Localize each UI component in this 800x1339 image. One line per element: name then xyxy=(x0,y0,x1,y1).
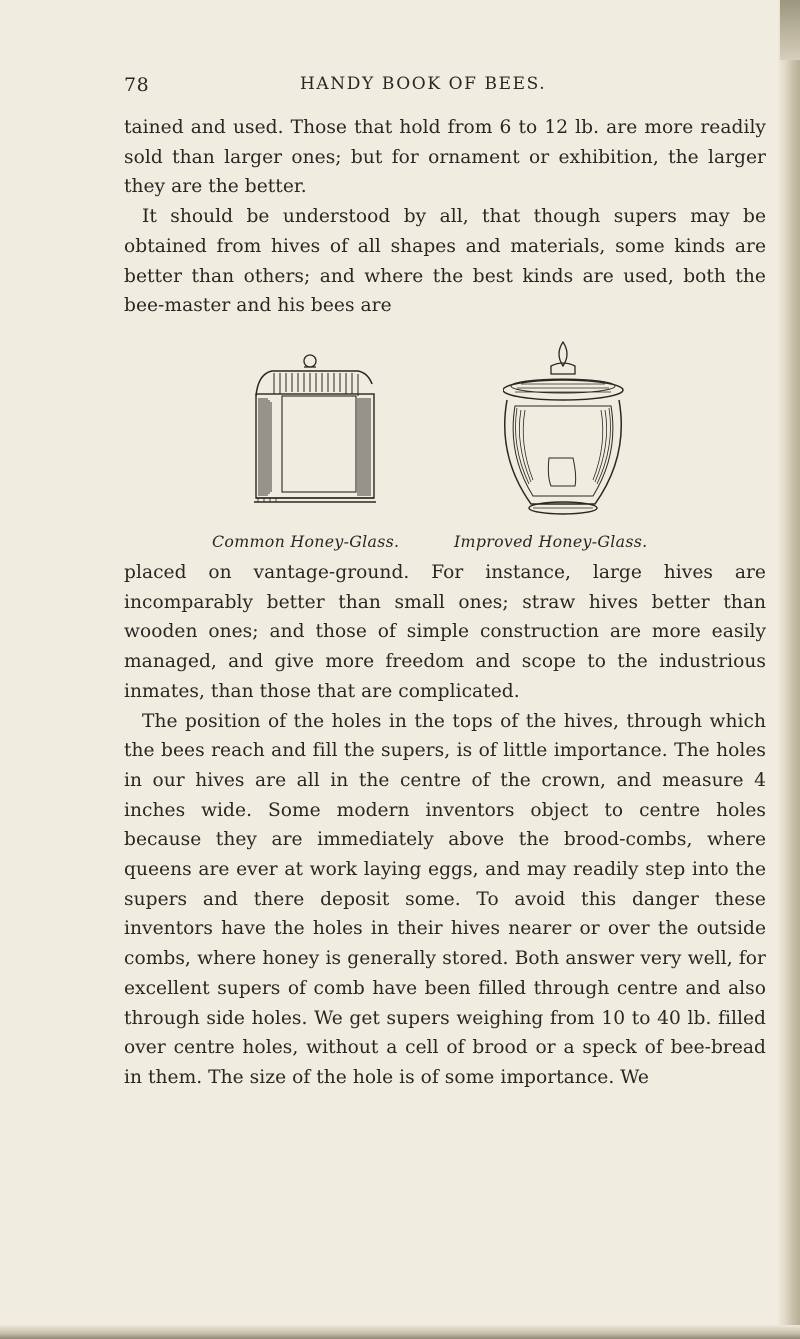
running-head xyxy=(0,74,800,104)
page-number: 78 xyxy=(124,74,150,96)
page-corner-shadow xyxy=(780,0,800,60)
paragraph: It should be understood by all, that though supers may be obtained from hives of all shapes and materials, some kinds are better than others; and where the best kinds are used, both the bee-master and his bees are xyxy=(124,206,766,317)
improved-honey-glass-figure xyxy=(503,336,673,531)
body-text-bottom xyxy=(124,558,766,1093)
caption-improved-honey-glass: Improved Honey-Glass. xyxy=(454,532,648,551)
common-honey-glass-illustration xyxy=(250,336,420,531)
body-text-top xyxy=(124,113,766,321)
paragraph: The position of the holes in the tops of the hives, through which the bees reach and fill the supers, is of little importance. The holes in our hives are all in the centre of the crown, and measure 4 inches wide. Some modern inventors object to centre holes because they are immediately above the brood-combs, where queens are ever at work laying eggs, and may readily step into the supers and there deposit some. To avoid this danger these inventors have the holes in their hives nearer or over the outside combs, where honey is generally stored. Both answer very well, for excellent supers of comb have been filled through centre and also through side holes. We get supers weighing from 10 to 40 lb. filled over centre holes, without a cell of brood or a speck of bee-bread in them. The size of the hole is of some importance. We xyxy=(124,710,766,1088)
caption-common-honey-glass: Common Honey-Glass. xyxy=(212,532,400,551)
paragraph: placed on vantage-ground. For instance, large hives are incomparably better than small ones; straw hives better than wooden ones; and those of simple construction are more easily managed, and give more freedom and scope to the industrious inmates, than those that are complicated. xyxy=(124,562,766,702)
common-honey-glass-figure xyxy=(250,336,420,531)
paragraph: tained and used. Those that hold from 6 to 12 lb. are more readily sold than larger ones; but for ornament or exhibition, the larger they are the better. xyxy=(124,117,766,198)
improved-honey-glass-illustration xyxy=(503,336,673,531)
page-bottom-edge xyxy=(0,1325,800,1339)
page-edge-shadow xyxy=(778,0,800,1339)
running-title: HANDY BOOK OF BEES. xyxy=(300,74,547,94)
